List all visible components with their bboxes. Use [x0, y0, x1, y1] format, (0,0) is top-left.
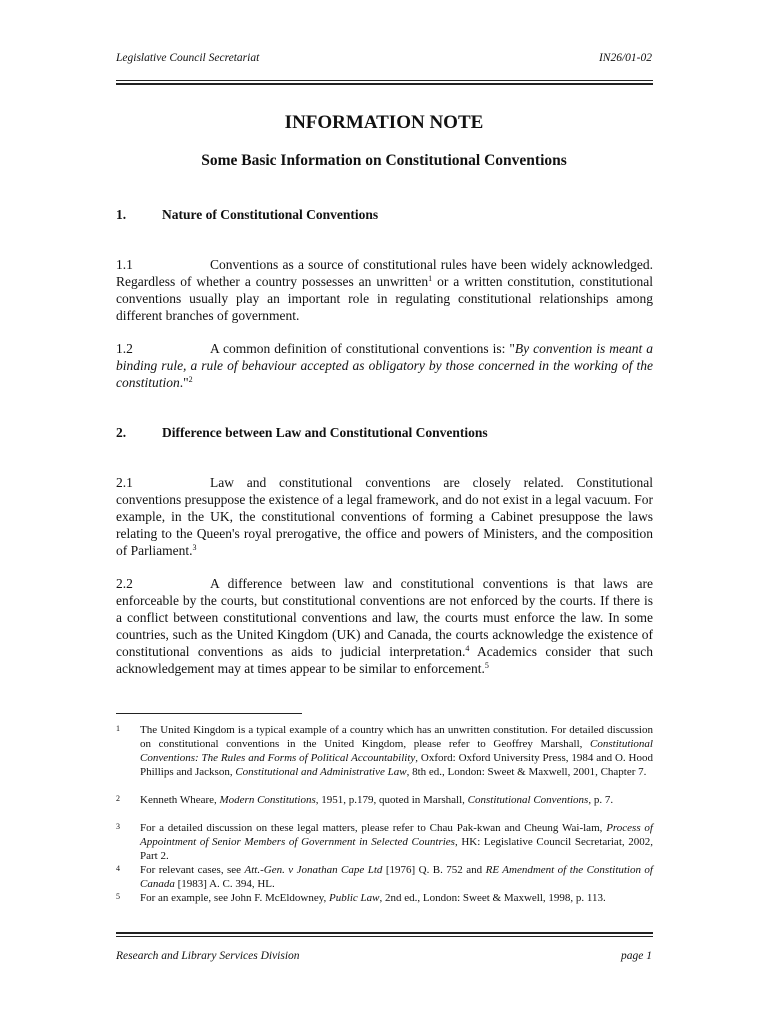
footnote-number: 1	[116, 724, 120, 733]
footnote-3	[116, 821, 653, 863]
paragraph-2-1	[116, 474, 653, 559]
footnote-text: The United Kingdom is a typical example of a country which has an unwritten constitution. For detailed discussion on constitutional conventions in the United Kingdom, please refer to Geoffrey Marshall, Constitutional Conventions: The Rules and Forms of Political Accountability, Oxford: Oxford University Press, 1984 and O. Hood Phillips and Jackson, Constitutional and Administrative Law, 8th ed., London: Sweet & Maxwell, 2001, Chapter 7.	[140, 724, 653, 778]
section-number: 1.	[116, 207, 127, 222]
header-doc-id: IN26/01-02	[598, 52, 652, 64]
footnote-2	[116, 793, 653, 807]
paragraph-text: A difference between law and constitutional conventions is that laws are enforceable by the courts, but constitutional conventions are not enforced by the courts. If there is a conflict between constitutional conventions and law, the courts must enforce the law. In some countries, such as the United Kingdom (UK) and Canada, the courts acknowledge the existence of constitutional conventions as aids to judicial interpretation.	[116, 576, 653, 659]
page-subtitle: Some Basic Information on Constitutional Conventions	[201, 152, 567, 169]
footer-division: Research and Library Services Division	[116, 950, 300, 962]
paragraph-text: ."	[179, 375, 189, 390]
paragraph-1-1	[116, 256, 653, 324]
header-rule-thick	[116, 83, 653, 85]
footnote-ref: 3	[192, 543, 197, 552]
header-secretariat: Legislative Council Secretariat	[116, 52, 260, 64]
footnote-5	[116, 891, 653, 905]
paragraph-number: 2.2	[116, 576, 133, 591]
footnote-text: For a detailed discussion on these legal matters, please refer to Chau Pak-kwan and Cheung Wai-lam, Process of Appointment of Senior Members of Government in Selected Countries, HK: Legislative Council Secretariat, 2002, Part 2.	[140, 822, 653, 862]
page-number: page 1	[621, 950, 652, 962]
paragraph-1-2	[116, 340, 653, 391]
footnote-number: 5	[116, 892, 120, 901]
footnote-number: 2	[116, 794, 120, 803]
footnote-ref: 5	[484, 661, 489, 670]
paragraph-2-2	[116, 575, 653, 677]
footnote-ref: 4	[465, 644, 470, 653]
footnote-separator	[116, 713, 302, 714]
paragraph-text: Conventions as a source of constitutional rules have been widely acknowledged. Regardless of whether a country possesses an unwritten	[116, 257, 653, 289]
section-title: Nature of Constitutional Conventions	[162, 207, 379, 222]
paragraph-number: 2.1	[116, 475, 133, 490]
paragraph-number: 1.2	[116, 341, 133, 356]
paragraph-text: A common definition of constitutional conventions is: "	[210, 341, 515, 356]
footnote-4	[116, 863, 653, 891]
paragraph-text: Academics consider that such acknowledgement may at times appear to be similar to enforcement.	[116, 644, 654, 676]
page-title: INFORMATION NOTE	[284, 112, 484, 133]
section-title: Difference between Law and Constitutional Conventions	[162, 425, 488, 440]
footnote-number: 3	[116, 822, 120, 831]
section-heading-2	[116, 425, 488, 441]
footer-rule-thick	[116, 932, 653, 934]
quoted-definition: By convention is meant a binding rule, a rule of behaviour accepted as obligatory by those concerned in the working of the constitution	[116, 341, 653, 390]
footnote-text: For an example, see John F. McEldowney, Public Law, 2nd ed., London: Sweet & Maxwell, 1998, p. 113.	[140, 892, 606, 904]
section-number: 2.	[116, 425, 127, 440]
footer-rule-thin	[116, 936, 653, 937]
paragraph-text: or a written constitution, constitutional conventions usually play an important role in regulating constitutional relationships among different branches of government.	[116, 274, 653, 323]
section-heading-1	[116, 207, 378, 223]
footnote-ref: 2	[188, 375, 193, 384]
footnote-1	[116, 723, 653, 779]
paragraph-number: 1.1	[116, 257, 133, 272]
header-rule-thin	[116, 80, 653, 81]
footnote-text: For relevant cases, see Att.-Gen. v Jonathan Cape Ltd [1976] Q. B. 752 and RE Amendment of the Constitution of Canada [1983] A. C. 394, HL.	[140, 864, 653, 890]
paragraph-text: Law and constitutional conventions are closely related. Constitutional conventions presuppose the existence of a legal framework, and do not exist in a legal vacuum. For example, in the UK, the constitutional conventions of forming a Cabinet presuppose the laws relating to the Queen's royal prerogative, the office and powers of Ministers, and the composition of Parliament.	[116, 475, 653, 558]
footnote-ref: 1	[428, 274, 433, 283]
footnote-text: Kenneth Wheare, Modern Constitutions, 1951, p.179, quoted in Marshall, Constitutional Conventions, p. 7.	[140, 794, 614, 806]
footnote-number: 4	[116, 864, 120, 873]
